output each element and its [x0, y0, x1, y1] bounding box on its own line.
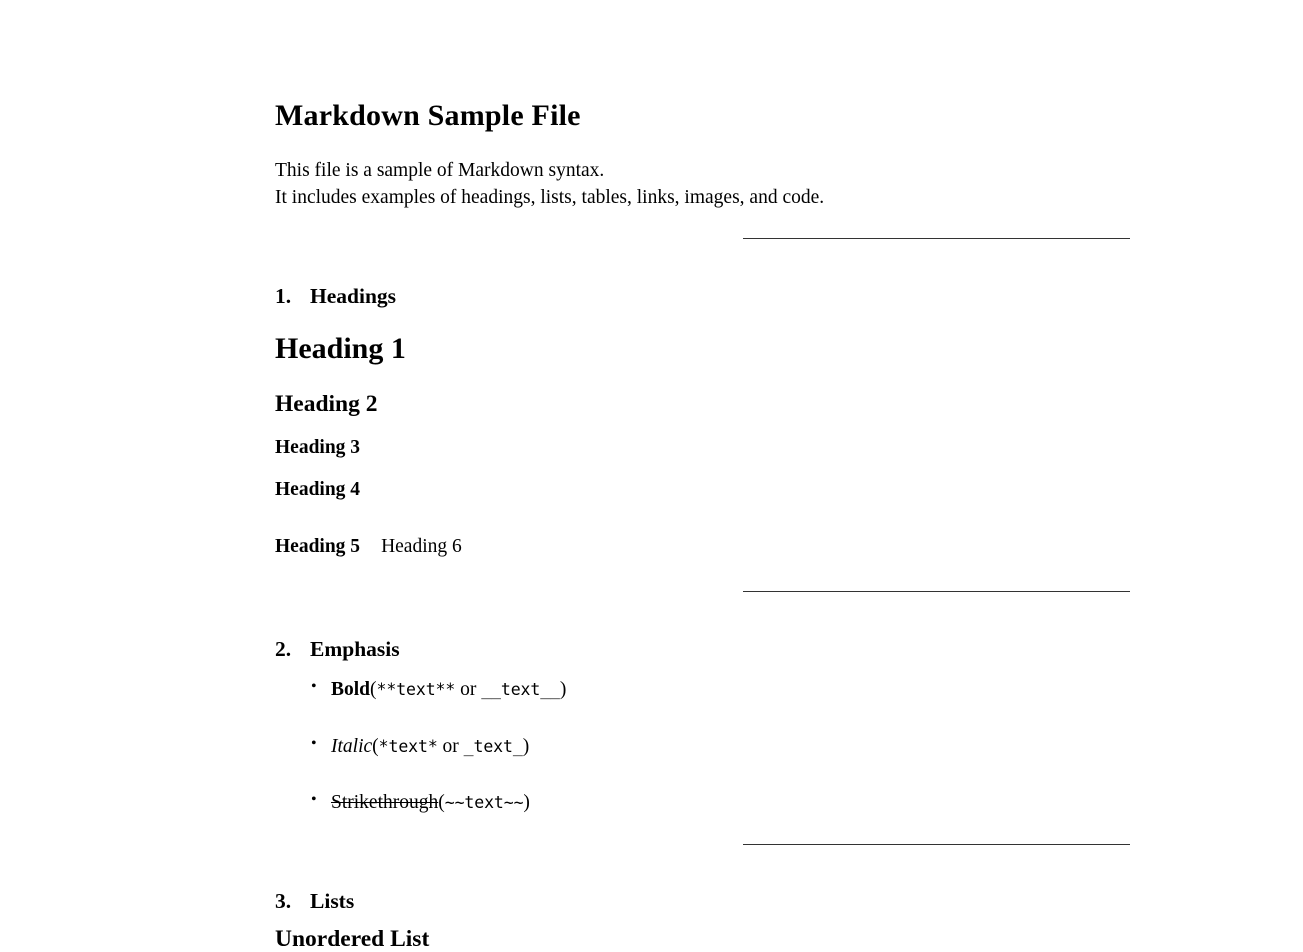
horizontal-rule-3: [743, 844, 1130, 845]
horizontal-rule-1: [743, 238, 1130, 239]
intro-paragraph: [275, 157, 824, 211]
list-item: [275, 680, 566, 700]
emphasis-list: [275, 680, 566, 813]
conjunction-bold: or: [455, 679, 482, 700]
horizontal-rule-2: [743, 591, 1130, 592]
code-span-bold-a: **text**: [376, 680, 456, 699]
section-heading-headings: [275, 286, 396, 308]
emphasis-label-strikethrough: Strikethrough: [331, 792, 439, 813]
section-number-1: 1.: [275, 284, 292, 308]
section-heading-lists: [275, 891, 354, 913]
unordered-list-subheading: Unordered List: [275, 926, 430, 952]
emphasis-label-italic: Italic: [331, 735, 373, 757]
demo-heading-5-6-line: [275, 537, 462, 557]
section-heading-emphasis: [275, 639, 400, 661]
paren-close-bold: ): [559, 679, 567, 700]
code-span-bold-b: __text__: [481, 680, 560, 699]
section-number-3: 3.: [275, 889, 292, 913]
demo-heading-6: Heading 6: [381, 536, 462, 557]
paren-close-strike: ): [523, 792, 530, 813]
paren-open-italic: (: [372, 735, 379, 757]
section-title-2: Emphasis: [310, 637, 400, 661]
paren-close-italic: ): [522, 735, 530, 757]
code-span-italic-b: _text_: [463, 736, 523, 756]
section-title-3: Lists: [310, 889, 355, 913]
list-item: [275, 737, 566, 757]
intro-line-2: It includes examples of headings, lists, tables, links, images, and code.: [275, 187, 825, 208]
intro-line-1: This file is a sample of Markdown syntax.: [275, 160, 605, 181]
demo-heading-1: Heading 1: [275, 332, 406, 365]
demo-heading-4: Heading 4: [275, 479, 361, 500]
demo-heading-3: Heading 3: [275, 437, 361, 458]
paren-open-bold: (: [370, 679, 377, 700]
code-span-italic-a: *text*: [378, 736, 438, 756]
conjunction-italic: or: [437, 735, 464, 757]
demo-heading-5: Heading 5: [275, 536, 361, 557]
code-span-strike-a: ~~text~~: [444, 793, 524, 812]
page-title: Markdown Sample File: [275, 99, 581, 132]
paren-open-strike: (: [438, 792, 445, 813]
section-title-1: Headings: [310, 284, 397, 308]
demo-heading-2: Heading 2: [275, 391, 378, 417]
list-item: [275, 793, 566, 813]
section-number-2: 2.: [275, 637, 292, 661]
emphasis-label-bold: Bold: [331, 679, 371, 700]
